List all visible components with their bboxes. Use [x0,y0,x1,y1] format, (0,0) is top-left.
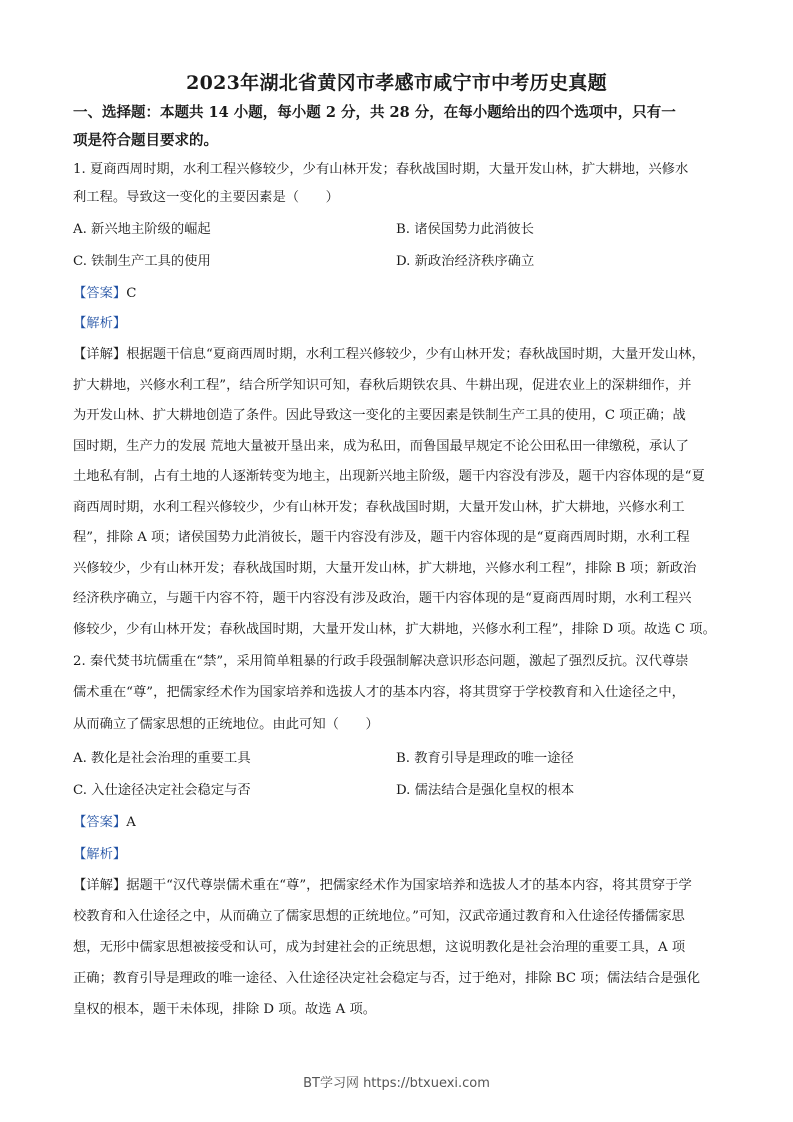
q1-detail-line-4: 国时期，生产力的发展 荒地大量被开垦出来，成为私田，而鲁国最早规定不论公田私田一律缴税，承认了 [73,439,689,454]
q1-option-b: B. 诸侯国势力此消彼长 [396,222,534,237]
q2-stem-line-2: 儒术重在“尊”，把儒家经术作为国家培养和选拔人才的基本内容，将其贯穿于学校教育和入仕途径之中， [73,685,685,700]
q2-option-a: A. 教化是社会治理的重要工具 [73,751,251,766]
q1-option-c: C. 铁制生产工具的使用 [73,254,211,269]
q2-detail-line-4: 正确；教育引导是理政的唯一途径、入仕途径决定社会稳定与否，过于绝对，排除 BC 项；儒法结合是强化 [73,971,701,986]
q1-detail-line-7: 程”，排除 A 项；诸侯国势力此消彼长，题干内容没有涉及，题干内容体现的是“夏商西周时期，水利工程 [73,530,690,545]
q2-detail-line-3: 想，无形中儒家思想被接受和认可，成为封建社会的正统思想，这说明教化是社会治理的重要工具，A 项 [73,940,686,955]
q2-stem-line-1: 2. 秦代焚书坑儒重在“禁”，采用简单粗暴的行政手段强制解决意识形态问题，激起了强烈反抗。汉代尊崇 [73,654,689,669]
q2-detail-line-1 [73,877,692,895]
footer-watermark: BT学习网 https://btxuexi.com [303,1076,490,1091]
q1-answer [73,285,136,303]
q2-stem-line-3: 从而确立了儒家思想的正统地位。由此可知（ ） [73,717,379,732]
analysis-tag: 【解析】 [73,316,127,331]
detail-tag: 【详解】 [73,878,127,893]
q2-detail-line-2: 校教育和入仕途径之中，从而确立了儒家思想的正统地位。”可知，汉武帝通过教育和入仕途径传播儒家思 [73,909,685,924]
q2-analysis [73,846,126,864]
q2-detail-line-5: 皇权的根本，题干未体现，排除 D 项。故选 A 项。 [73,1002,377,1017]
q1-detail-line-5: 土地私有制，占有土地的人逐渐转变为地主，出现新兴地主阶级，题干内容没有涉及，题干内容体现的是“夏 [73,469,705,484]
analysis-tag: 【解析】 [73,847,127,862]
detail-text: 根据题干信息“夏商西周时期，水利工程兴修较少，少有山林开发；春秋战国时期，大量开发山林， [126,347,705,362]
q1-analysis [73,315,126,333]
q2-option-c: C. 入仕途径决定社会稳定与否 [73,783,251,798]
answer-tag: 【答案】 [73,815,127,830]
q1-option-d: D. 新政治经济秩序确立 [396,254,535,269]
detail-text: 据题干“汉代尊崇儒术重在“尊”，把儒家经术作为国家培养和选拔人才的基本内容，将其贯穿于学 [126,878,692,893]
q1-detail-line-3: 为开发山林、扩大耕地创造了条件。因此导致这一变化的主要因素是铁制生产工具的使用，C 项正确；战 [73,408,686,423]
q2-answer [73,814,136,832]
section-heading-line-1: 一、选择题：本题共 14 小题，每小题 2 分，共 28 分，在每小题给出的四个选项中，只有一 [73,104,676,121]
q2-option-d: D. 儒法结合是强化皇权的根本 [396,783,575,798]
q1-stem-line-1: 1. 夏商西周时期，水利工程兴修较少，少有山林开发；春秋战国时期，大量开发山林，扩大耕地，兴修水 [73,162,689,177]
q1-option-a: A. 新兴地主阶级的崛起 [73,222,211,237]
q2-option-b: B. 教育引导是理政的唯一途径 [396,751,574,766]
q1-detail-line-9: 经济秩序确立，与题干内容不符，题干内容没有涉及政治，题干内容体现的是“夏商西周时期，水利工程兴 [73,591,692,606]
detail-tag: 【详解】 [73,347,127,362]
q1-detail-line-2: 扩大耕地，兴修水利工程”，结合所学知识可知，春秋后期铁农具、牛耕出现，促进农业上的深耕细作，并 [73,378,692,393]
q1-stem-line-2: 利工程。导致这一变化的主要因素是（ ） [73,190,339,205]
page-title: 2023年湖北省黄冈市孝感市咸宁市中考历史真题 [186,72,607,94]
q1-detail-line-10: 修较少，少有山林开发；春秋战国时期，大量开发山林，扩大耕地，兴修水利工程”，排除 D 项。故选 C 项。 [73,622,716,637]
q1-detail-line-8: 兴修较少，少有山林开发；春秋战国时期，大量开发山林，扩大耕地，兴修水利工程”，排除 B 项；新政治 [73,561,697,576]
answer-value: C [126,286,137,301]
q1-detail-line-1 [73,346,705,364]
section-heading-line-2: 项是符合题目要求的。 [73,132,218,149]
answer-tag: 【答案】 [73,286,127,301]
q1-detail-line-6: 商西周时期，水利工程兴修较少，少有山林开发；春秋战国时期，大量开发山林，扩大耕地，兴修水利工 [73,500,685,515]
answer-value: A [126,815,136,830]
